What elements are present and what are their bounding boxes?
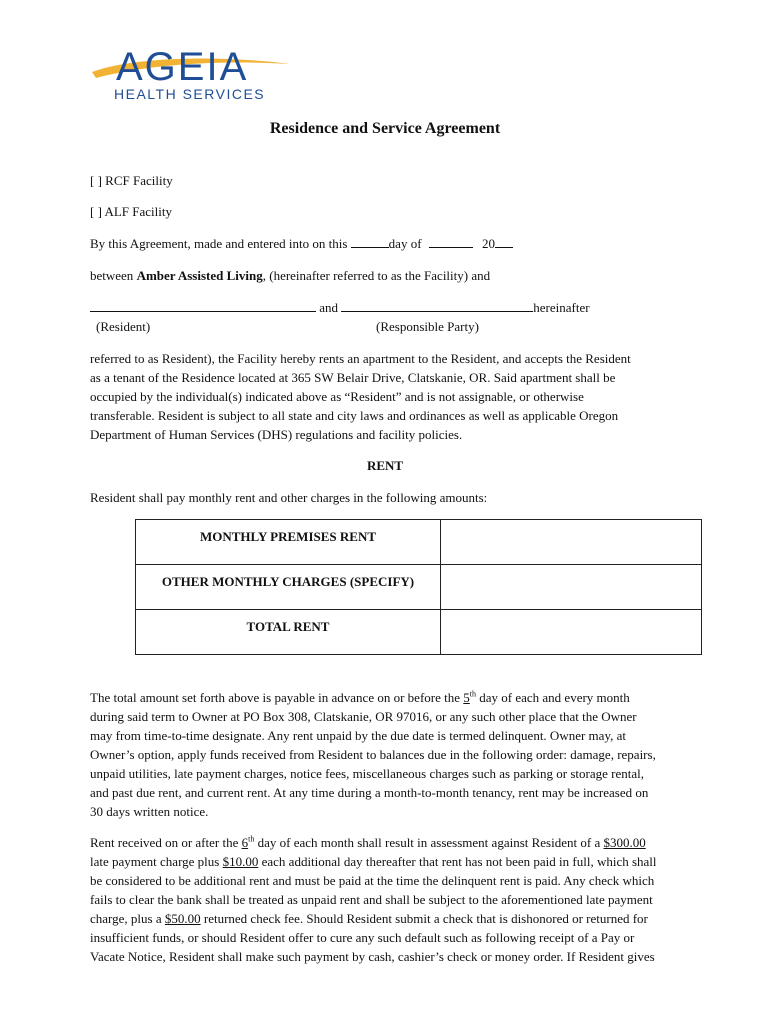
total-rent-label: TOTAL RENT xyxy=(136,610,441,655)
and-label: and xyxy=(319,300,339,315)
paragraph-line: fails to clear the bank shall be treated as unpaid rent and shall be subject to the aforementioned late payment xyxy=(90,892,653,907)
total-rent-value[interactable] xyxy=(441,610,702,655)
other-monthly-charges-value[interactable] xyxy=(441,565,702,610)
day-blank[interactable] xyxy=(351,236,389,248)
day-of-label: day of xyxy=(388,236,422,251)
rent-intro: Resident shall pay monthly rent and other charges in the following amounts: xyxy=(90,490,488,505)
daily-charge-amount: $10.00 xyxy=(222,854,259,869)
due-day: 5 xyxy=(463,690,470,705)
table-row xyxy=(136,520,702,565)
paragraph-line: unpaid utilities, late payment charges, notice fees, miscellaneous charges such as parking or storage rental, xyxy=(90,766,645,781)
rcf-facility-option[interactable]: [ ] RCF Facility xyxy=(90,173,173,188)
between-suffix: , (hereinafter referred to as the Facility) and xyxy=(262,268,491,283)
between-label: between xyxy=(90,268,134,283)
paragraph-line: be considered to be additional rent and must be paid at the time the delinquent rent is paid. Any check which xyxy=(90,873,655,888)
agreement-prefix: By this Agreement, made and entered into on this xyxy=(90,236,348,251)
paragraph-line: 30 days written notice. xyxy=(90,804,209,819)
rent-table xyxy=(135,519,702,655)
resident-blank[interactable] xyxy=(90,300,316,312)
monthly-premises-rent-label: MONTHLY PREMISES RENT xyxy=(136,520,441,565)
logo-swoosh-icon xyxy=(90,42,300,104)
month-blank[interactable] xyxy=(429,236,473,248)
year-prefix: 20 xyxy=(482,236,496,251)
paragraph-line: Department of Human Services (DHS) regulations and facility policies. xyxy=(90,427,463,442)
paragraph-line: transferable. Resident is subject to all state and city laws and ordinances as well as applicable Oregon xyxy=(90,408,619,423)
other-monthly-charges-label: OTHER MONTHLY CHARGES (SPECIFY) xyxy=(136,565,441,610)
logo-wordmark: AGEIA xyxy=(116,45,249,89)
paragraph-line: during said term to Owner at PO Box 308, Clatskanie, OR 97016, or any such other place that the Owner xyxy=(90,709,637,724)
late-charges-paragraph xyxy=(90,833,702,966)
year-blank[interactable] xyxy=(495,236,513,248)
paragraph-line: as a tenant of the Residence located at 365 SW Belair Drive, Clatskanie, OR. Said apartment shall be xyxy=(90,370,616,385)
late-charge-amount: $300.00 xyxy=(603,835,646,850)
paragraph-line: charge, plus a $50.00 returned check fee. Should Resident submit a check that is dishonored or returned for xyxy=(90,911,648,926)
returned-check-fee: $50.00 xyxy=(164,911,201,926)
table-row xyxy=(136,610,702,655)
hereinafter-label: hereinafter xyxy=(533,300,590,315)
monthly-premises-rent-value[interactable] xyxy=(441,520,702,565)
paragraph-line: occupied by the individual(s) indicated above as “Resident” and is not assignable, or otherwise xyxy=(90,389,584,404)
parties-line xyxy=(90,300,590,316)
ageia-logo xyxy=(90,42,300,104)
paragraph-line: may from time-to-time designate. Any rent unpaid by the due date is termed delinquent. Owner may, at xyxy=(90,728,626,743)
paragraph-line: Owner’s option, apply funds received from Resident to balances due in the following order: damage, repairs, xyxy=(90,747,656,762)
paragraph-line: The total amount set forth above is payable in advance on or before the 5th day of each and every month xyxy=(90,689,630,705)
table-row xyxy=(136,565,702,610)
page-title: Residence and Service Agreement xyxy=(269,120,501,137)
responsible-party-caption: (Responsible Party) xyxy=(376,319,479,334)
facility-name: Amber Assisted Living xyxy=(136,268,263,283)
paragraph-line: Rent received on or after the 6th day of each month shall result in assessment against Resident of a $300.00 xyxy=(90,834,646,850)
responsible-party-blank[interactable] xyxy=(341,300,533,312)
paragraph-line: Vacate Notice, Resident shall make such payment by cash, cashier’s check or money order. If Resident gives xyxy=(90,949,655,964)
rent-heading: RENT xyxy=(366,458,404,473)
late-day: 6 xyxy=(241,835,249,850)
paragraph-line: referred to as Resident), the Facility hereby rents an apartment to the Resident, and accepts the Resident xyxy=(90,351,631,366)
payment-terms-paragraph xyxy=(90,688,702,821)
paragraph-line: insufficient funds, or should Resident offer to cure any such default such as following receipt of a Pay or xyxy=(90,930,635,945)
paragraph-line: and past due rent, and current rent. At any time during a month-to-month tenancy, rent may be increased on xyxy=(90,785,649,800)
tenancy-paragraph xyxy=(90,349,702,444)
logo-subtitle: HEALTH SERVICES xyxy=(114,86,266,102)
agreement-date-line xyxy=(90,236,513,252)
alf-facility-option[interactable]: [ ] ALF Facility xyxy=(90,204,172,219)
paragraph-line: late payment charge plus $10.00 each additional day thereafter that rent has not been paid in full, which shall xyxy=(90,854,657,869)
resident-caption: (Resident) xyxy=(96,319,151,334)
between-line xyxy=(90,268,490,284)
